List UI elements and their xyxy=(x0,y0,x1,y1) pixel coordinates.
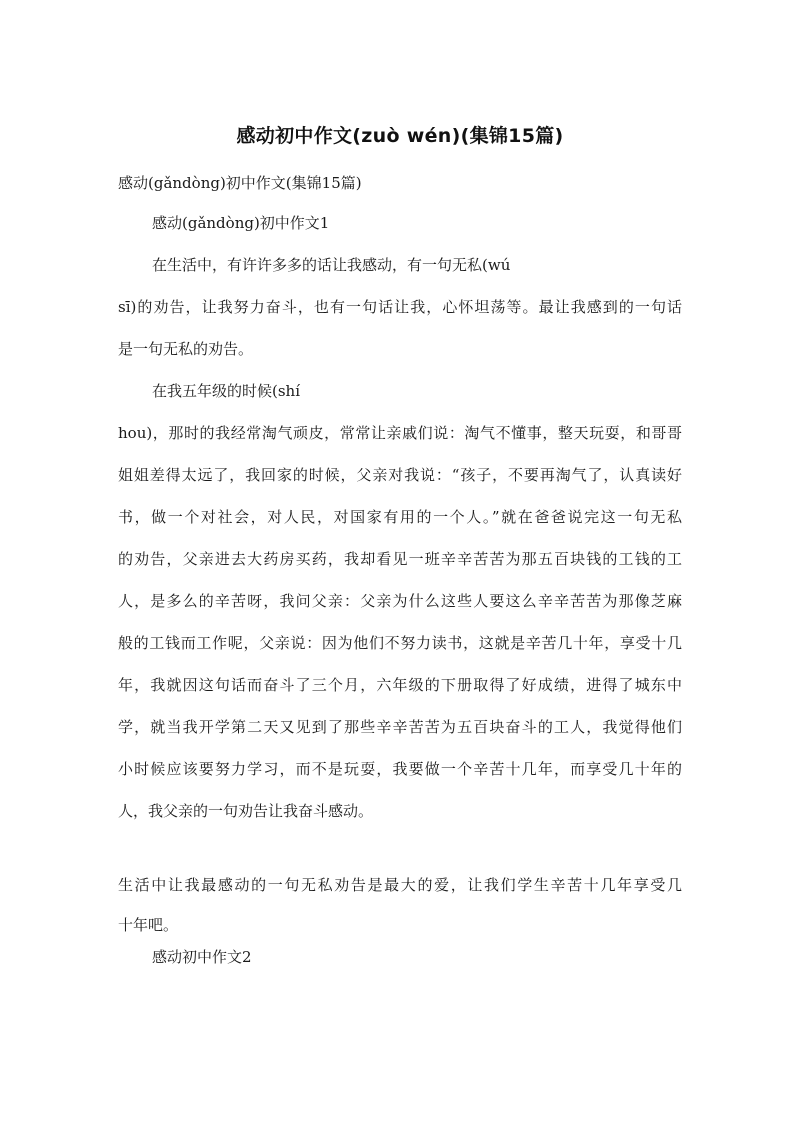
paragraph-line: 小时候应该要努力学习，而不是玩耍，我要做一个辛苦十几年，而享受几十年的 xyxy=(118,760,682,778)
paragraph-line: 十年吧。 xyxy=(118,916,179,934)
paragraph-line: 般的工钱而工作呢，父亲说：因为他们不努力读书，这就是辛苦几十年，享受十几 xyxy=(118,634,682,652)
paragraph-line: 的劝告，父亲进去大药房买药，我却看见一班辛辛苦苦为那五百块钱的工钱的工 xyxy=(118,550,682,568)
document-subtitle: 感动(gǎndòng)初中作文(集锦15篇) xyxy=(118,174,362,192)
paragraph-line: 在生活中，有许许多多的话让我感动，有一句无私(wú xyxy=(152,256,511,274)
essay-2-heading: 感动初中作文2 xyxy=(152,948,252,966)
paragraph-line: 人，是多么的辛苦呀，我问父亲：父亲为什么这些人要这么辛辛苦苦为那像芝麻 xyxy=(118,592,682,610)
document-title: 感动初中作文(zuò wén)(集锦15篇) xyxy=(236,125,564,147)
essay-1-heading: 感动(gǎndòng)初中作文1 xyxy=(152,214,330,232)
paragraph-line: 是一句无私的劝告。 xyxy=(118,340,254,358)
paragraph-line: 人，我父亲的一句劝告让我奋斗感动。 xyxy=(118,802,374,820)
paragraph-line: 年，我就因这句话而奋斗了三个月，六年级的下册取得了好成绩，进得了城东中 xyxy=(118,676,682,694)
paragraph-line: 生活中让我最感动的一句无私劝告是最大的爱，让我们学生辛苦十几年享受几 xyxy=(118,876,682,894)
paragraph-line: sī)的劝告，让我努力奋斗，也有一句话让我，心怀坦荡等。最让我感到的一句话 xyxy=(118,298,682,316)
paragraph-line: 在我五年级的时候(shí xyxy=(152,382,301,400)
paragraph-line: hou)，那时的我经常淘气顽皮，常常让亲戚们说：淘气不懂事，整天玩耍，和哥哥 xyxy=(118,424,682,442)
paragraph-line: 学，就当我开学第二天又见到了那些辛辛苦苦为五百块奋斗的工人，我觉得他们 xyxy=(118,718,682,736)
paragraph-line: 姐姐差得太远了，我回家的时候，父亲对我说：“孩子，不要再淘气了，认真读好 xyxy=(118,466,682,484)
paragraph-line: 书，做一个对社会，对人民，对国家有用的一个人。”就在爸爸说完这一句无私 xyxy=(118,508,682,526)
